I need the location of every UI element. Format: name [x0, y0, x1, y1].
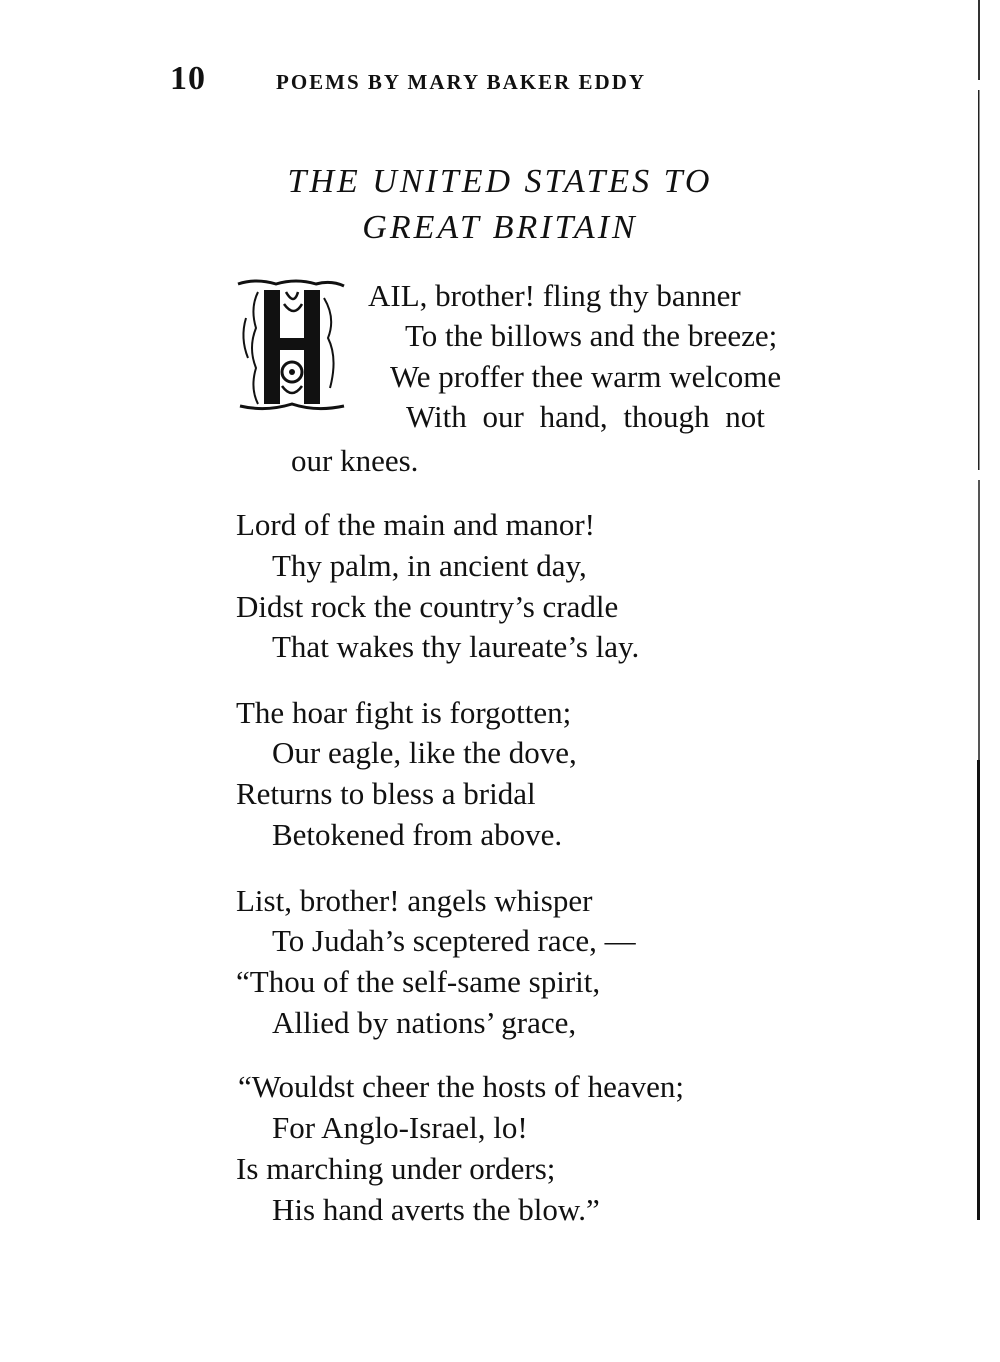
stanza-5-line-1: “Wouldst cheer the hosts of heaven;: [238, 1069, 685, 1104]
stanza-3-line-1: The hoar fight is forgotten;: [236, 695, 572, 730]
stanza-1-line-1: AIL, brother! fling thy banner: [368, 278, 741, 313]
poem-title-line-1: THE UNITED STATES TO: [287, 163, 713, 200]
running-title: POEMS BY MARY BAKER EDDY: [276, 70, 647, 94]
page-edge-shadow: [976, 0, 982, 1362]
stanza-2-line-3: Didst rock the country’s cradle: [236, 589, 619, 624]
stanza-1-line-2: To the billows and the breeze;: [405, 318, 778, 353]
stanza-5-line-3: Is marching under orders;: [236, 1151, 556, 1186]
stanza-3-line-4: Betokened from above.: [272, 817, 563, 852]
stanza-3-line-3: Returns to bless a bridal: [236, 776, 536, 811]
stanza-2-line-2: Thy palm, in ancient day,: [272, 548, 587, 583]
stanza-2-line-4: That wakes thy laureate’s lay.: [272, 629, 640, 664]
stanza-4-line-1: List, brother! angels whisper: [236, 883, 593, 918]
stanza-4-line-2: To Judah’s sceptered race, —: [272, 923, 636, 958]
stanza-4-line-4: Allied by nations’ grace,: [272, 1005, 577, 1040]
stanza-4-line-3: “Thou of the self-same spirit,: [236, 964, 601, 999]
stanza-1-line-5: our knees.: [291, 443, 419, 478]
stanza-1-line-4: With our hand, though not: [406, 399, 765, 434]
stanza-1-line-3: We proffer thee warm welcome: [390, 359, 782, 394]
stanza-2-line-1: Lord of the main and manor!: [236, 507, 595, 542]
page-number: 10: [170, 60, 206, 97]
stanza-5-line-2: For Anglo-Israel, lo!: [272, 1110, 528, 1145]
drop-cap-h-ornament: [236, 278, 348, 416]
poem-title-line-2: GREAT BRITAIN: [362, 209, 638, 246]
stanza-3-line-2: Our eagle, like the dove,: [272, 735, 577, 770]
stanza-5-line-4: His hand averts the blow.”: [272, 1192, 600, 1227]
